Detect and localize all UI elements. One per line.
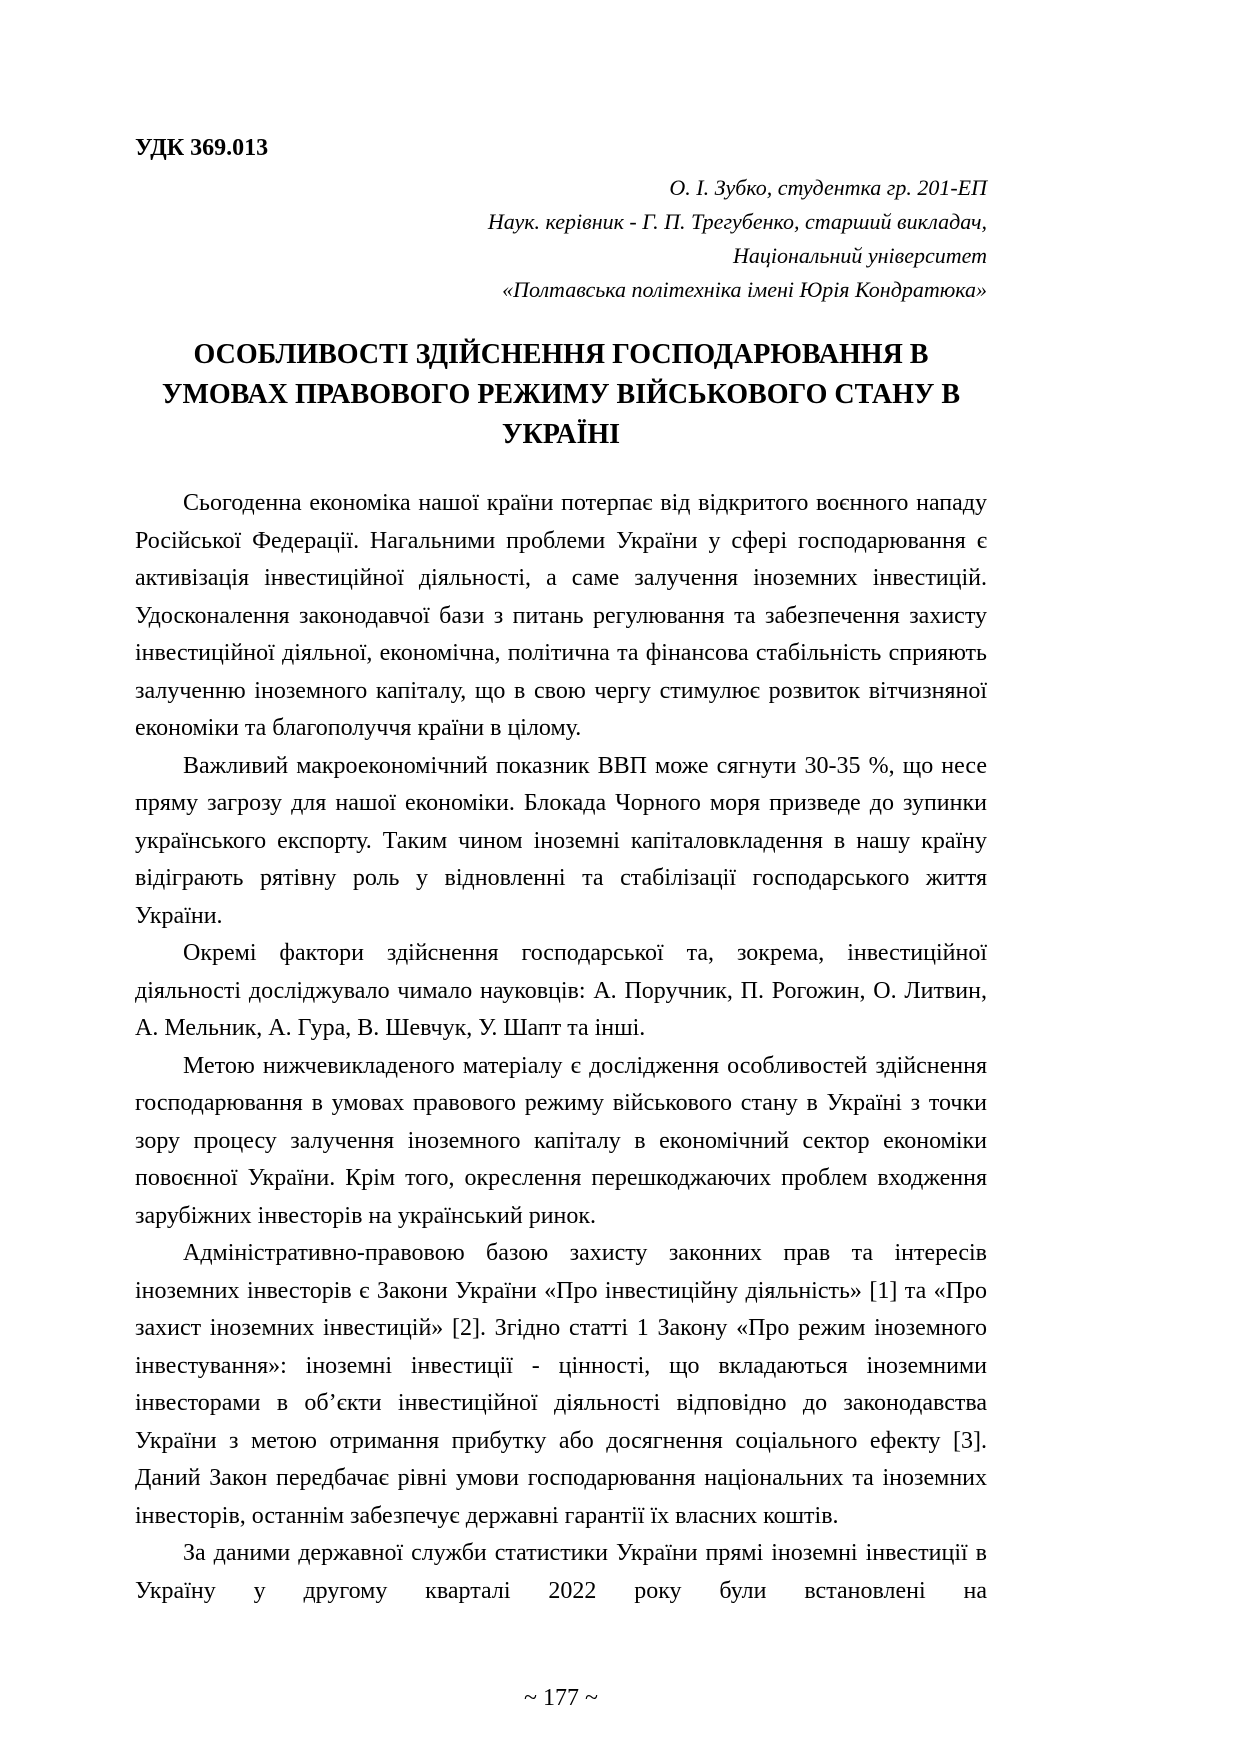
paragraph-6: За даними державної служби статистики України прямі іноземні інвестиції в Україну у другому кварталі 2022 року були встановлені на xyxy=(135,1540,987,1604)
paragraph-4: Метою нижчевикладеного матеріалу є дослідження особливостей здійснення господарювання в умовах правового режиму військового стану в Україні з точки зору процесу залучення іноземного капіталу в економічний сектор економіки повоєнної України. Крім того, окреслення перешкоджаючих проблем входження зарубіжних інвесторів на український ринок. xyxy=(135,1052,987,1229)
paper-body xyxy=(135,485,987,1610)
author-line-name: О. І. Зубко, студентка гр. 201-ЕП xyxy=(669,175,987,200)
author-line-supervisor: Наук. керівник - Г. П. Трегубенко, старший викладач, xyxy=(487,209,987,234)
paragraph-1: Сьогоденна економіка нашої країни потерпає від відкритого воєнного нападу Російської Федерації. Нагальними проблеми України у сфері господарювання є активізація інвестиційної діяльності, а саме залучення іноземних інвестицій. Удосконалення законодавчої бази з питань регулювання та забезпечення захисту інвестиційної діяльної, економічна, політична та фінансова стабільність сприяють залученню іноземного капіталу, що в свою чергу стимулює розвиток вітчизняної економіки та благополуччя країни в цілому. xyxy=(135,490,987,741)
paragraph-3: Окремі фактори здійснення господарської та, зокрема, інвестиційної діяльності досліджувало чимало науковців: А. Поручник, П. Рогожин, О. Литвин, А. Мельник, А. Гура, В. Шевчук, У. Шапт та інші. xyxy=(135,940,987,1041)
paragraph-5: Адміністративно-правовою базою захисту законних прав та інтересів іноземних інвесторів є Закони України «Про інвестиційну діяльність» [1] та «Про захист іноземних інвестицій» [2]. Згідно статті 1 Закону «Про режим іноземного інвестування»: іноземні інвестиції - цінності, що вкладаються іноземними інвесторами в об’єкти інвестиційної діяльності відповідно до законодавства України з метою отримання прибутку або досягнення соціального ефекту [3]. Даний Закон передбачає рівні умови господарювання національних та іноземних інвесторів, останнім забезпечує державні гарантії їх власних коштів. xyxy=(135,1240,987,1529)
page-number: ~ 177 ~ xyxy=(524,1685,598,1711)
author-block xyxy=(135,171,987,307)
author-line-university-name: «Полтавська політехніка імені Юрія Кондратюка» xyxy=(502,277,987,302)
author-line-university: Національний університет xyxy=(732,243,987,268)
paper-title: ОСОБЛИВОСТІ ЗДІЙСНЕННЯ ГОСПОДАРЮВАННЯ В УМОВАХ ПРАВОВОГО РЕЖИМУ ВІЙСЬКОВОГО СТАНУ В УКРАЇНІ xyxy=(161,339,961,450)
paragraph-2: Важливий макроекономічний показник ВВП може сягнути 30-35 %, що несе пряму загрозу для нашої економіки. Блокада Чорного моря призведе до зупинки українського експорту. Таким чином іноземні капіталовкладення в нашу країну відіграють рятівну роль у відновленні та стабілізації господарського життя України. xyxy=(135,752,987,929)
udc-code: УДК 369.013 xyxy=(135,135,269,161)
